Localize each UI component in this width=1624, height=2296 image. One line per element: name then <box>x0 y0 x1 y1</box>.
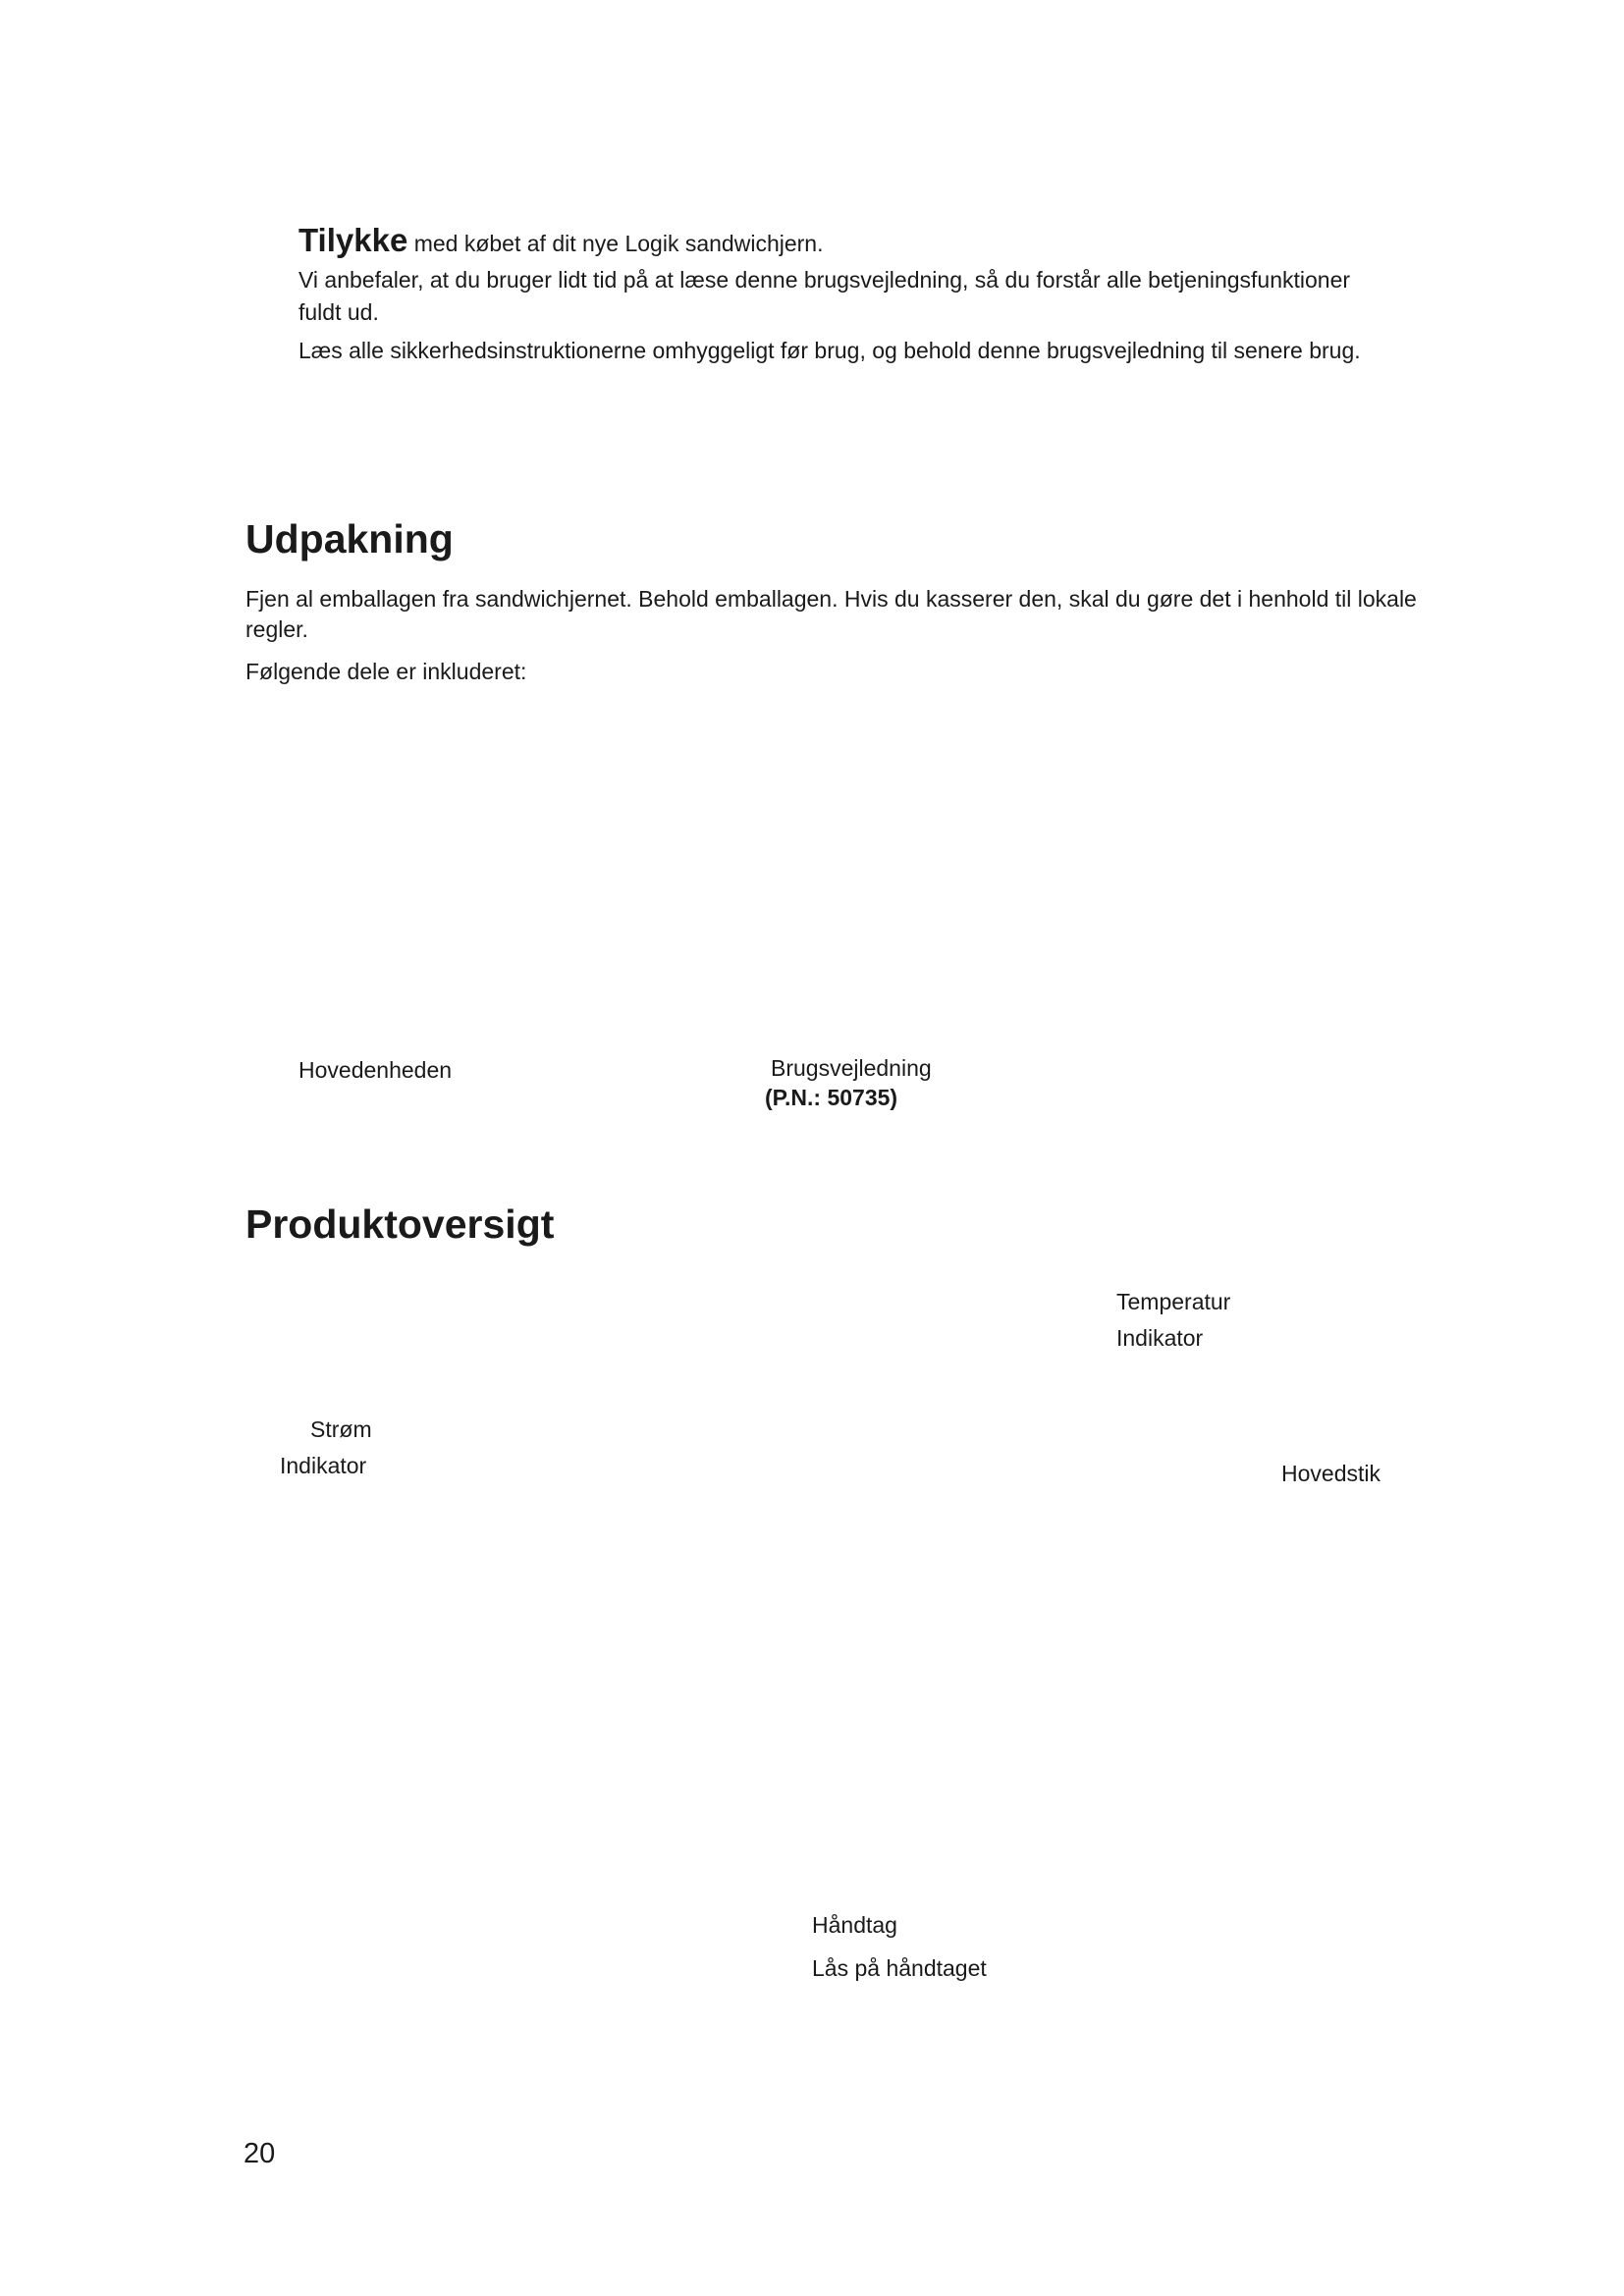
item-label-part-number: (P.N.: 50735) <box>765 1085 898 1110</box>
intro-line1-text: med købet af dit nye Logik sandwichjern. <box>407 231 824 256</box>
label-handle-lock: Lås på håndtaget <box>812 1955 987 1981</box>
unpacking-paragraph-1: Fjen al emballagen fra sandwichjernet. Behold emballagen. Hvis du kasserer den, skal du gøre det i henhold til lokale regler. <box>245 586 1417 642</box>
label-handle: Håndtag <box>812 1912 897 1938</box>
section-heading-unpacking: Udpakning <box>245 516 454 561</box>
intro-paragraph-2: Læs alle sikkerhedsinstruktionerne omhyggeligt før brug, og behold denne brugsvejledning til senere brug. <box>298 338 1361 363</box>
label-temperature: Temperatur <box>1116 1289 1231 1314</box>
page-number: 20 <box>244 2138 276 2169</box>
intro-first-line <box>298 224 1379 260</box>
label-power-indicator: Indikator <box>280 1453 367 1478</box>
unpacking-paragraph-2: Følgende dele er inkluderet: <box>245 659 527 684</box>
label-power: Strøm <box>310 1416 372 1442</box>
intro-paragraph-1: Vi anbefaler, at du bruger lidt tid på at læse denne brugsvejledning, så du forstår alle betjeningsfunktioner fuldt ud. <box>298 267 1351 325</box>
intro-block <box>298 224 1379 367</box>
item-label-main-unit: Hovedenheden <box>298 1057 453 1083</box>
item-label-manual: Brugsvejledning <box>771 1055 932 1081</box>
section-heading-overview: Produktoversigt <box>245 1201 555 1247</box>
intro-bold-word: Tilykke <box>298 222 408 258</box>
label-temperature-indicator: Indikator <box>1116 1325 1204 1351</box>
label-main-plug: Hovedstik <box>1281 1461 1380 1486</box>
